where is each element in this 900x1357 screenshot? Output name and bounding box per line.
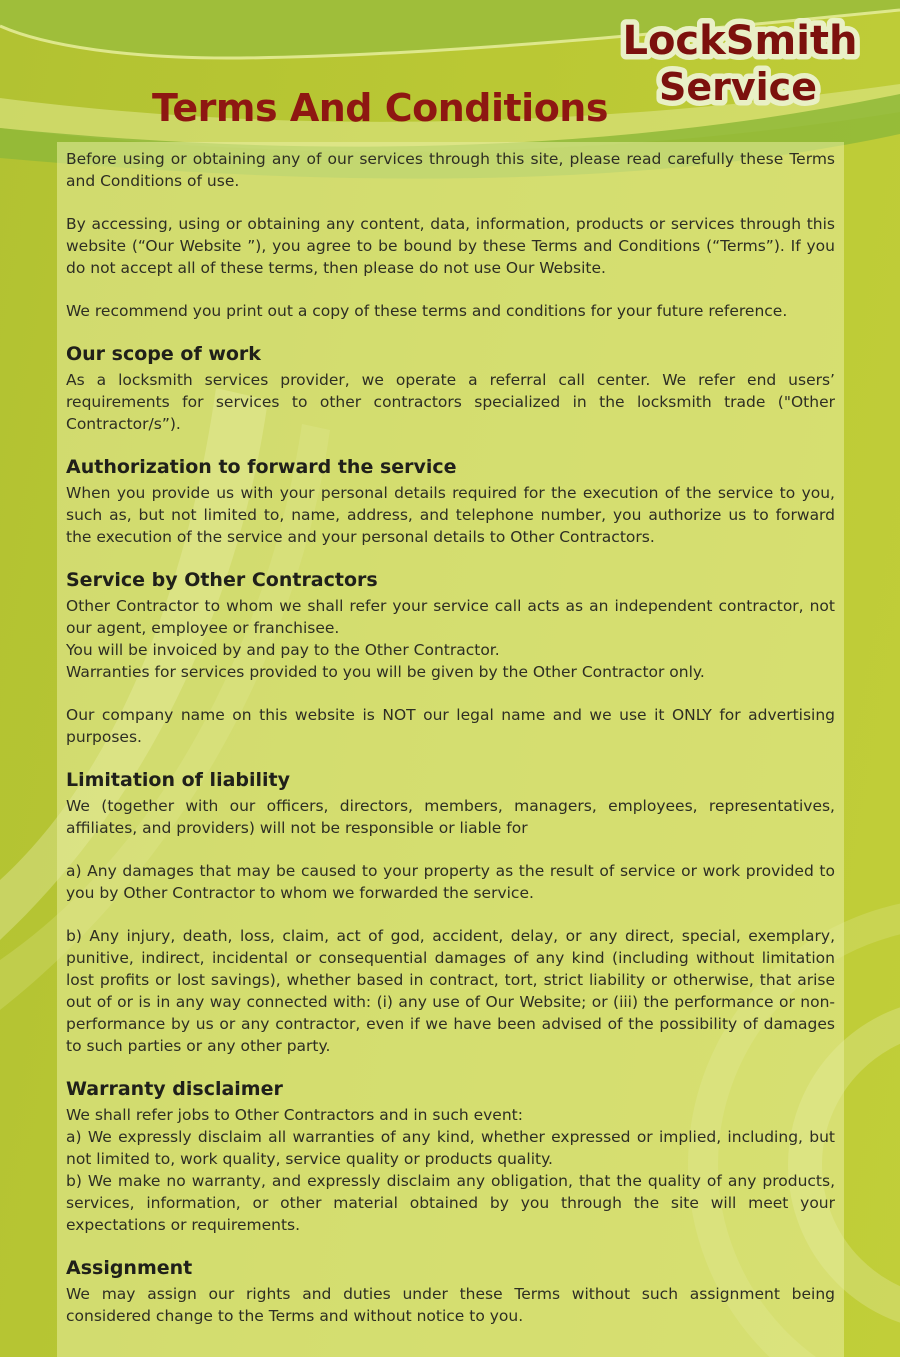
- logo-line2: Service: [659, 65, 817, 109]
- section-paragraph: a) Any damages that may be caused to your property as the result of service or work provided to you by Other Contractor to whom we forwarded the service.: [66, 862, 835, 902]
- terms-content-panel: [57, 142, 844, 1357]
- intro-paragraph: By accessing, using or obtaining any content, data, information, products or services through this website (“Our Website ”), you agree to be bound by these Terms and Conditions (“Terms”). If you do not accept all of these terms, then please do not use Our Website.: [66, 215, 835, 277]
- section-paragraph: Other Contractor to whom we shall refer your service call acts as an independent contractor, not our agent, employee or franchisee.: [66, 597, 835, 637]
- section-paragraph: Warranties for services provided to you will be given by the Other Contractor only.: [66, 663, 705, 681]
- section-paragraph: We shall refer jobs to Other Contractors and in such event:: [66, 1106, 523, 1124]
- intro-paragraph: We recommend you print out a copy of these terms and conditions for your future reference.: [66, 302, 788, 320]
- section-heading-service-by-other-contractors: Service by Other Contractors: [66, 569, 378, 591]
- section-paragraph: b) We make no warranty, and expressly disclaim any obligation, that the quality of any products, services, information, or other material obtained by you through the site will meet your expectations or requirements.: [66, 1172, 835, 1234]
- section-paragraph: When you provide us with your personal details required for the execution of the service to you, such as, but not limited to, name, address, and telephone number, you authorize us to forward the execution of the service and your personal details to Other Contractors.: [66, 484, 835, 546]
- page-title: Terms And Conditions: [152, 86, 608, 130]
- section-paragraph: Our company name on this website is NOT our legal name and we use it ONLY for advertising purposes.: [66, 706, 835, 746]
- intro-paragraph: Before using or obtaining any of our services through this site, please read carefully these Terms and Conditions of use.: [66, 150, 835, 190]
- section-paragraph: a) We expressly disclaim all warranties of any kind, whether expressed or implied, including, but not limited to, work quality, service quality or products quality.: [66, 1128, 835, 1168]
- logo-line1: LockSmith: [622, 18, 858, 64]
- section-paragraph: b) Any injury, death, loss, claim, act of god, accident, delay, or any direct, special, exemplary, punitive, indirect, incidental or consequential damages of any kind (including without limitation lost profits or lost savings), whether based in contract, tort, strict liability or otherwise, that arise out of or is in any way connected with: (i) any use of Our Website; or (iii) the performance or non-performance by us or any contractor, even if we have been advised of the possibility of damages to such parties or any other party.: [66, 927, 835, 1055]
- section-paragraph: As a locksmith services provider, we operate a referral call center. We refer end users’ requirements for services to other contractors specialized in the locksmith trade ("Other Contractor/s”).: [66, 371, 835, 433]
- section-heading-warranty-disclaimer: Warranty disclaimer: [66, 1078, 283, 1100]
- section-heading-authorization: Authorization to forward the service: [66, 456, 457, 478]
- section-heading-assignment: Assignment: [66, 1257, 193, 1279]
- section-heading-scope-of-work: Our scope of work: [66, 343, 261, 365]
- section-heading-limitation-of-liability: Limitation of liability: [66, 769, 291, 791]
- section-paragraph: You will be invoiced by and pay to the Other Contractor.: [66, 641, 500, 659]
- section-paragraph: We (together with our officers, directors, members, managers, employees, representatives, affiliates, and providers) will not be responsible or liable for: [66, 797, 835, 837]
- section-paragraph: We may assign our rights and duties under these Terms without such assignment being considered change to the Terms and without notice to you.: [66, 1285, 835, 1325]
